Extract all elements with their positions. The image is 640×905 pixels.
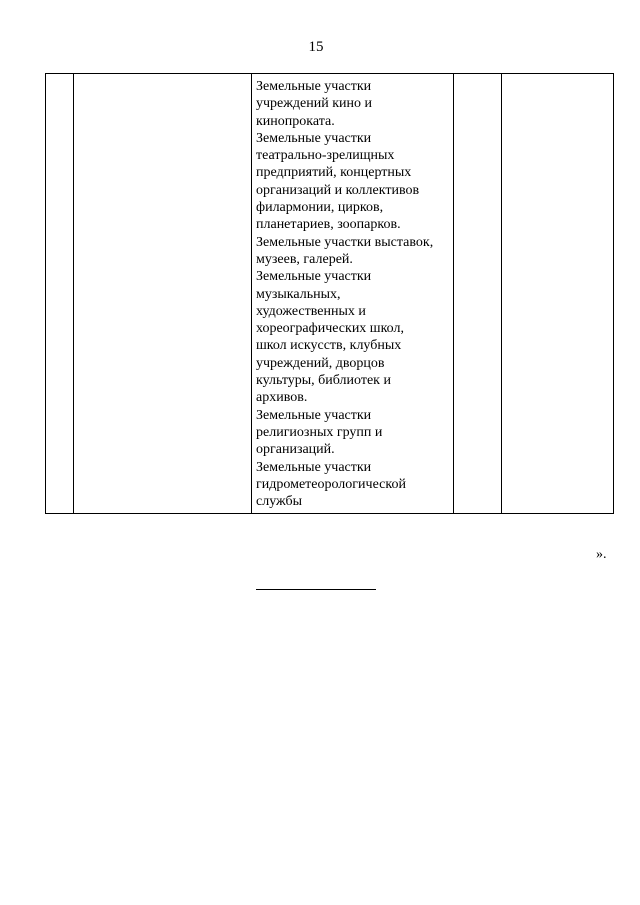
text-line: Земельные участки: [256, 269, 372, 285]
page-number: 15: [308, 39, 324, 55]
text-line: музыкальных,: [256, 286, 341, 302]
table-cell-name: [74, 74, 252, 514]
text-line: учреждений кино и: [256, 96, 373, 112]
text-line: Земельные участки: [256, 459, 372, 475]
table-cell-number: [46, 74, 74, 514]
text-line: музеев, галерей.: [256, 251, 353, 267]
text-line: Земельные участки: [256, 130, 372, 146]
text-line: филармонии, цирков,: [256, 200, 384, 216]
text-line: предприятий, концертных: [256, 165, 412, 181]
text-line: службы: [256, 494, 303, 510]
text-line: учреждений, дворцов: [256, 355, 385, 371]
text-line: кинопроката.: [256, 113, 335, 129]
text-line: Земельные участки: [256, 79, 372, 94]
text-line: религиозных групп и: [256, 424, 383, 440]
text-line: школ искусств, клубных: [256, 338, 402, 354]
description-text: [252, 74, 453, 513]
text-line: культуры, библиотек и: [256, 373, 391, 389]
text-line: художественных и: [256, 303, 366, 319]
text-line: организаций и коллективов: [256, 182, 420, 198]
table-row: [46, 74, 614, 514]
text-line: архивов.: [256, 390, 308, 406]
table-cell-empty: [502, 74, 614, 514]
separator-line: [256, 589, 376, 590]
table-cell-empty: [454, 74, 502, 514]
text-line: Земельные участки выставок,: [256, 234, 434, 250]
text-line: Земельные участки: [256, 407, 372, 423]
text-line: хореографических школ,: [256, 321, 404, 337]
land-use-table: [45, 73, 614, 514]
table-cell-description: [252, 74, 454, 514]
text-line: планетариев, зоопарков.: [256, 217, 401, 233]
text-line: театрально-зрелищных: [256, 148, 395, 164]
text-line: гидрометеорологической: [256, 476, 406, 492]
closing-quote: ».: [596, 547, 607, 562]
text-line: организаций.: [256, 442, 335, 458]
